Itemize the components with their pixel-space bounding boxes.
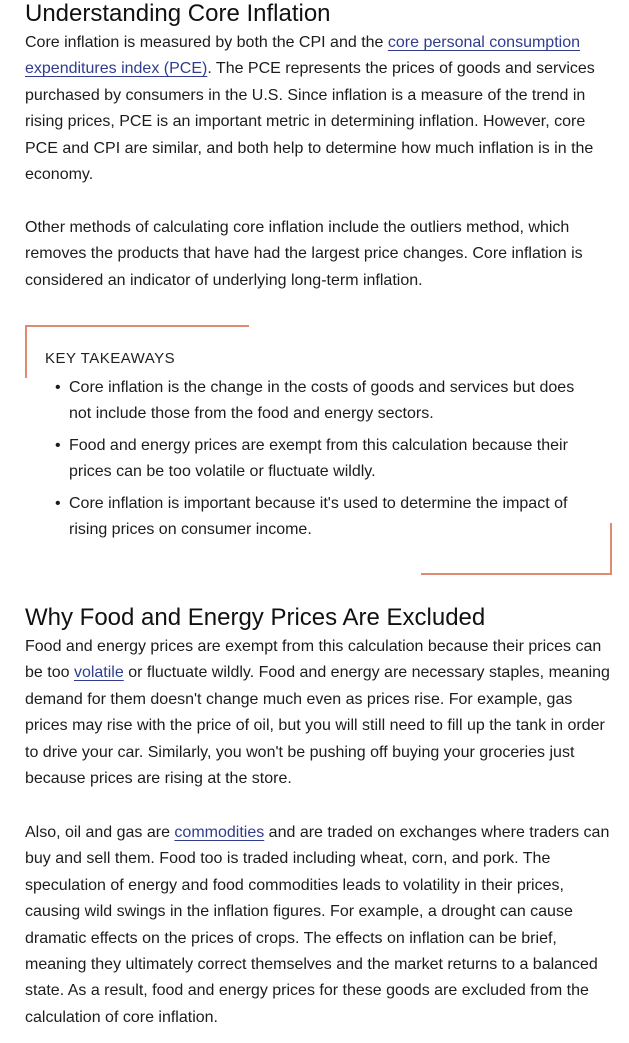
decorative-corner-line: [610, 523, 612, 575]
list-item: [55, 375, 599, 427]
key-takeaways-title: KEY TAKEAWAYS: [45, 350, 176, 367]
bullet-icon: •: [55, 495, 61, 512]
list-item: [55, 491, 599, 543]
paragraph: Other methods of calculating core inflation include the outliers method, which removes the products that have had the largest price changes. Core inflation is considered an indicator of underlying long-term inflation.: [25, 219, 583, 289]
section-heading-food-energy: Why Food and Energy Prices Are Excluded: [25, 604, 486, 631]
list-item-text: Food and energy prices are exempt from this calculation because their prices can be too volatile or fluctuate wildly.: [69, 437, 568, 480]
paragraph: [25, 820, 615, 1031]
paragraph-text: Core inflation is measured by both the CPI and the: [25, 34, 388, 51]
paragraph: [25, 634, 615, 792]
key-takeaways-box: [25, 325, 615, 575]
paragraph-text: . The PCE represents the prices of goods and services purchased by consumers in the U.S. Since inflation is a measure of the trend in rising prices, PCE is an important metric in determining inflation. However, core PCE and CPI are similar, and both help to determine how much inflation is in the economy.: [25, 60, 595, 184]
section-heading-core-inflation: Understanding Core Inflation: [25, 0, 331, 27]
list-item-text: Core inflation is important because it's used to determine the impact of rising prices on consumer income.: [69, 495, 568, 538]
paragraph-text: or fluctuate wildly. Food and energy are necessary staples, meaning demand for them doesn't change much even as prices rise. For example, gas prices may rise with the price of oil, but you will still need to fill up the tank in order to drive your car. Similarly, you won't be pushing off buying your groceries just because prices are rising at the store.: [25, 664, 610, 788]
pce-link[interactable]: core personal consumption expenditures index (PCE): [25, 34, 580, 78]
volatile-link[interactable]: volatile: [73, 664, 124, 682]
paragraph-text: and are traded on exchanges where traders can buy and sell them. Food too is traded including wheat, corn, and pork. The speculation of energy and food commodities leads to volatility in their prices, causing wild swings in the inflation figures. For example, a drought can cause dramatic effects on the prices of crops. The effects on inflation can be brief, meaning they ultimately correct themselves and the market returns to a balanced state. As a result, food and energy prices for these goods are excluded from the calculation of core inflation.: [25, 824, 610, 1026]
paragraph-text: Food and energy prices are exempt from this calculation because their prices can be too: [25, 638, 602, 682]
list-item: [55, 433, 599, 485]
paragraph: [25, 30, 615, 188]
paragraph-text: Also, oil and gas are: [25, 824, 175, 841]
list-item-text: Core inflation is the change in the costs of goods and services but does not include those from the food and energy sectors.: [69, 379, 575, 422]
bullet-icon: •: [55, 379, 61, 396]
commodities-link[interactable]: commodities: [174, 824, 265, 841]
bullet-icon: •: [55, 437, 61, 454]
decorative-corner-line: [25, 325, 249, 327]
decorative-corner-line: [421, 573, 612, 575]
key-takeaways-list: [55, 375, 599, 549]
decorative-corner-line: [25, 325, 27, 378]
